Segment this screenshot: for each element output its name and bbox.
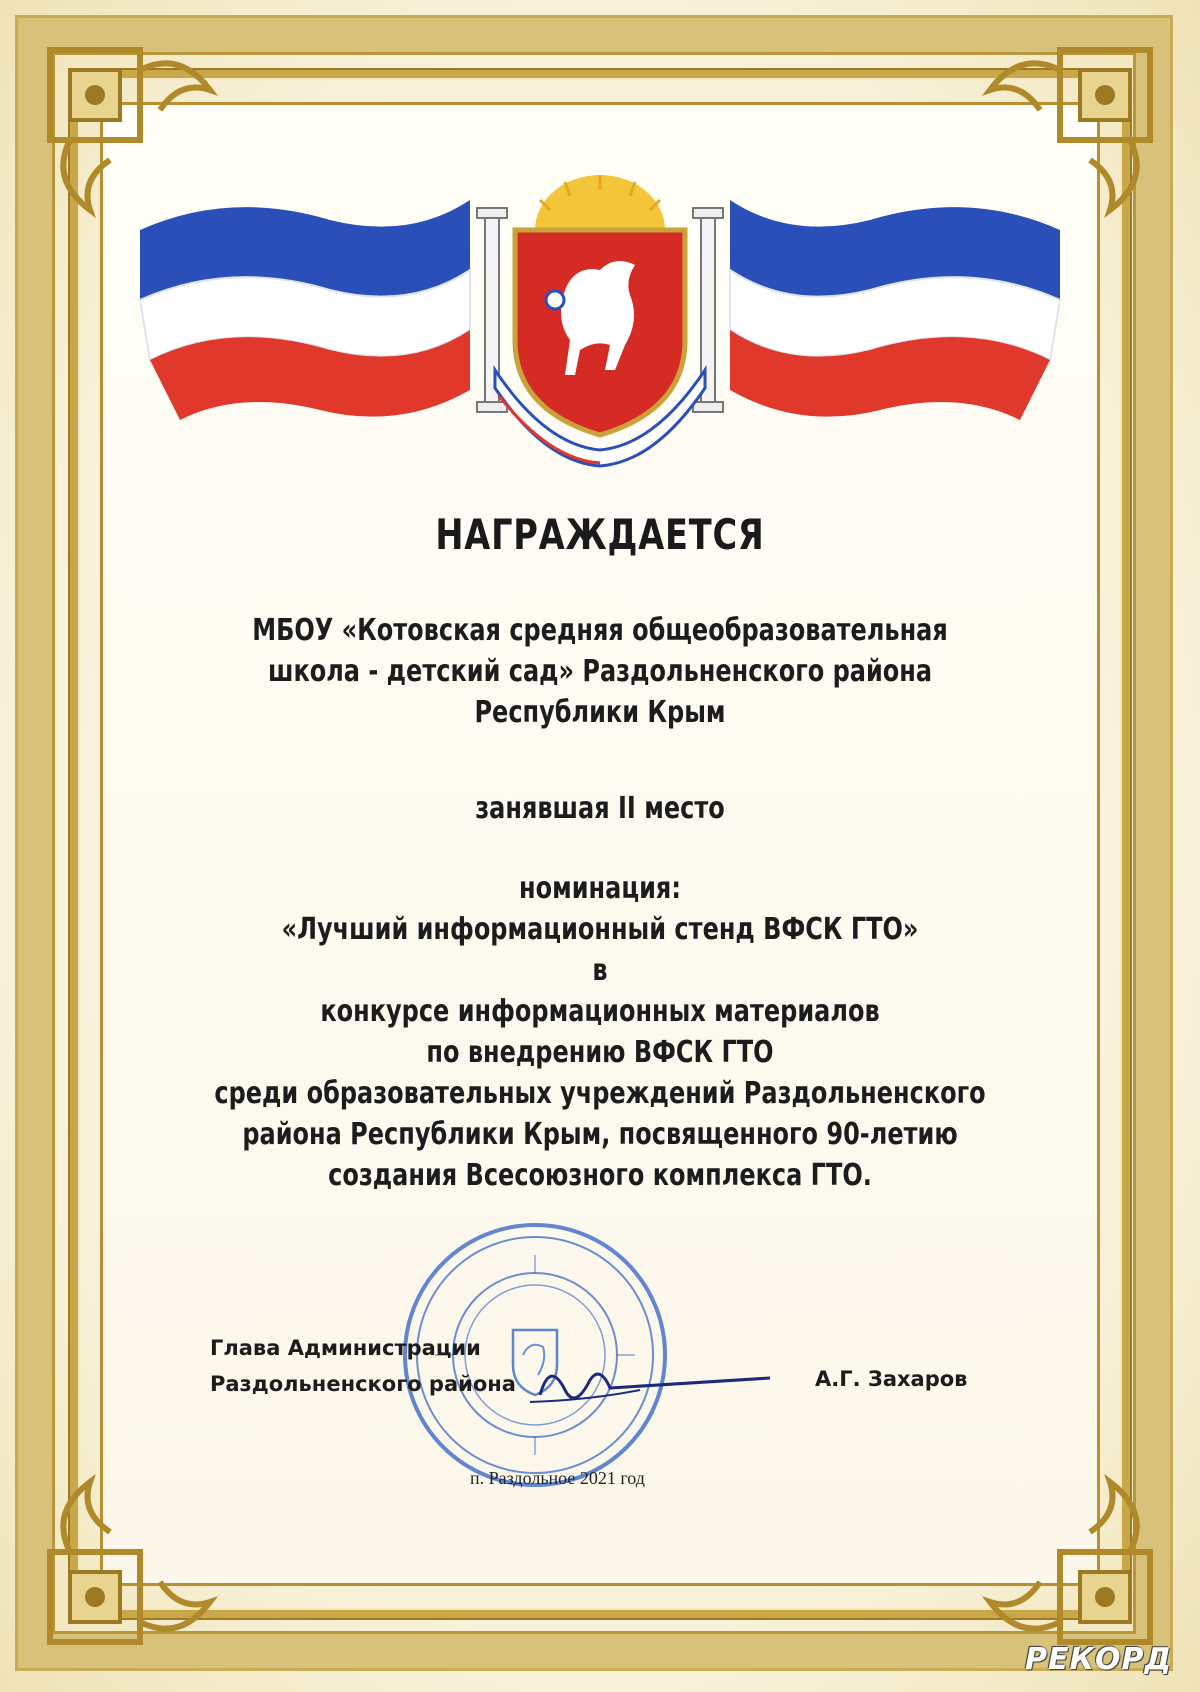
organization-line: школа - детский сад» Раздольненского района bbox=[267, 654, 933, 689]
signatory-position-line: Раздольненского района bbox=[210, 1372, 516, 1396]
place-text: занявшая II место bbox=[475, 791, 725, 826]
nomination-line: номинация: bbox=[519, 871, 681, 906]
crimea-coat-of-arms bbox=[455, 170, 745, 470]
handwritten-signature bbox=[470, 1340, 790, 1420]
nomination-line: конкурсе информационных материалов bbox=[320, 994, 880, 1029]
place-and-year: п. Раздольное 2021 год bbox=[470, 1468, 645, 1488]
nomination-line: «Лучший информационный стенд ВФСК ГТО» bbox=[281, 912, 919, 947]
organization-line: Республики Крым bbox=[474, 695, 726, 730]
nomination-line: создания Всесоюзного комплекса ГТО. bbox=[328, 1158, 872, 1193]
nomination-line: района Республики Крым, посвященного 90-летию bbox=[242, 1117, 958, 1152]
nomination-description bbox=[100, 868, 1100, 1196]
signatory-position-line: Глава Администрации bbox=[210, 1336, 481, 1360]
corner-ornament-bottom-left bbox=[30, 1462, 230, 1662]
organization-line: МБОУ «Котовская средняя общеобразовательная bbox=[252, 613, 948, 648]
nomination-line: по внедрению ВФСК ГТО bbox=[426, 1035, 774, 1070]
awardee-organization bbox=[100, 610, 1100, 733]
printer-brand-logo: РЕКОРД bbox=[1025, 1642, 1173, 1677]
signatory-name: А.Г. Захаров bbox=[815, 1367, 968, 1391]
corner-ornament-bottom-right bbox=[970, 1462, 1170, 1662]
nomination-line: в bbox=[592, 953, 608, 988]
place-awarded bbox=[100, 788, 1100, 829]
nomination-line: среди образовательных учреждений Раздольненского bbox=[214, 1076, 986, 1111]
award-title: НАГРАЖДАЕТСЯ bbox=[435, 510, 765, 559]
